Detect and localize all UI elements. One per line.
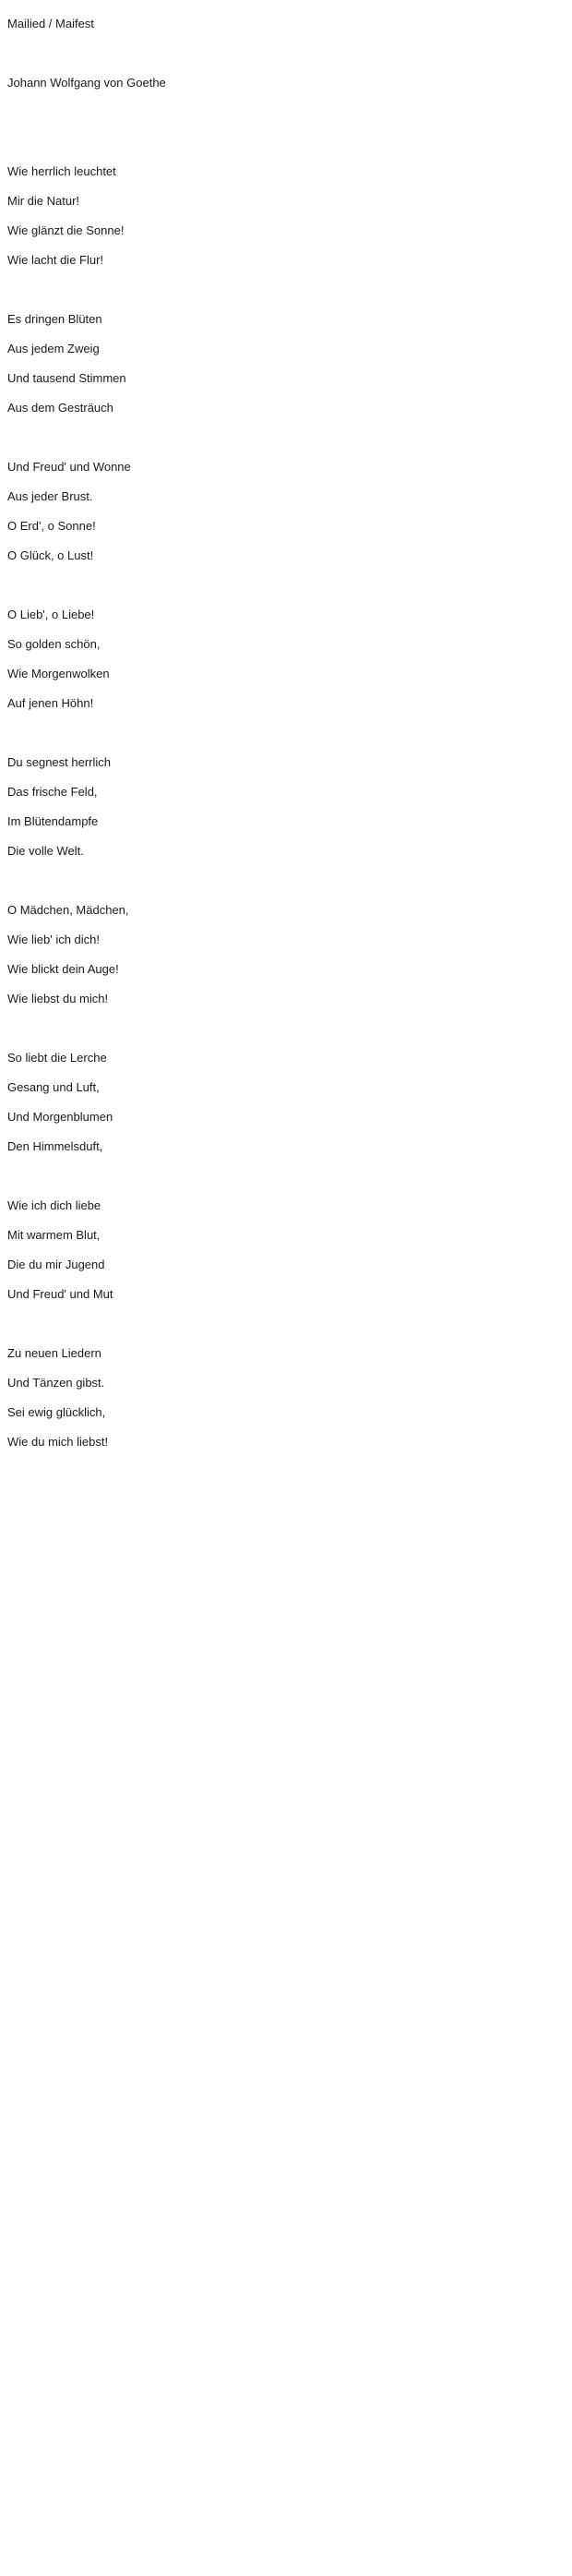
poem-line: Den Himmelsduft, xyxy=(7,1139,103,1153)
poem-line: Aus dem Gesträuch xyxy=(7,401,113,415)
poem-line: Die volle Welt. xyxy=(7,844,84,858)
poem-line: Auf jenen Höhn! xyxy=(7,696,94,710)
blank-line xyxy=(0,423,572,452)
poem-text-body xyxy=(0,9,572,1457)
blank-line xyxy=(0,39,572,68)
blank-line xyxy=(0,98,572,127)
poem-line: Wie lieb' ich dich! xyxy=(7,933,101,946)
blank-line xyxy=(0,866,572,896)
poem-line: Sei ewig glücklich, xyxy=(7,1405,106,1419)
poem-line: Und Tänzen gibst. xyxy=(7,1376,105,1390)
poem-line: Wie lacht die Flur! xyxy=(7,253,104,267)
poem-line: O Mädchen, Mädchen, xyxy=(7,903,129,917)
poem-line: Und Freud' und Wonne xyxy=(7,460,131,474)
blank-line xyxy=(0,127,572,157)
poem-line: Du segnest herrlich xyxy=(7,755,111,769)
poem-line: Und Freud' und Mut xyxy=(7,1287,113,1301)
poem-line: Aus jeder Brust. xyxy=(7,489,93,503)
poem-line: Wie herrlich leuchtet xyxy=(7,164,116,178)
poem-line: So golden schön, xyxy=(7,637,101,651)
poem-line: Und tausend Stimmen xyxy=(7,371,126,385)
poem-line: So liebt die Lerche xyxy=(7,1051,107,1065)
poem-line: O Lieb', o Liebe! xyxy=(7,608,95,621)
blank-line xyxy=(0,1162,572,1191)
author-line: Johann Wolfgang von Goethe xyxy=(7,76,166,90)
poem-line: Wie Morgenwolken xyxy=(7,667,110,680)
poem-line: Wie glänzt die Sonne! xyxy=(7,223,125,237)
poem-line: Zu neuen Liedern xyxy=(7,1346,101,1360)
blank-line xyxy=(0,1309,572,1339)
poem-line: Aus jedem Zweig xyxy=(7,342,100,355)
poem-line: Mir die Natur! xyxy=(7,194,80,208)
page-title: Mailied / Maifest xyxy=(7,17,94,30)
poem-line: Mit warmem Blut, xyxy=(7,1228,101,1242)
blank-line xyxy=(0,1014,572,1043)
blank-line xyxy=(0,571,572,600)
poem-line: Im Blütendampfe xyxy=(7,814,99,828)
poem-line: Wie blickt dein Auge! xyxy=(7,962,119,976)
poem-line: Das frische Feld, xyxy=(7,785,98,799)
poem-line: Die du mir Jugend xyxy=(7,1258,105,1271)
poem-line: O Glück, o Lust! xyxy=(7,548,94,562)
poem-line: O Erd', o Sonne! xyxy=(7,519,96,533)
poem-line: Es dringen Blüten xyxy=(7,312,102,326)
poem-line: Wie liebst du mich! xyxy=(7,992,109,1005)
blank-line xyxy=(0,275,572,305)
poem-line: Und Morgenblumen xyxy=(7,1110,113,1124)
blank-line xyxy=(0,718,572,748)
poem-line: Wie du mich liebst! xyxy=(7,1435,109,1449)
poem-line: Gesang und Luft, xyxy=(7,1080,100,1094)
poem-line: Wie ich dich liebe xyxy=(7,1198,101,1212)
